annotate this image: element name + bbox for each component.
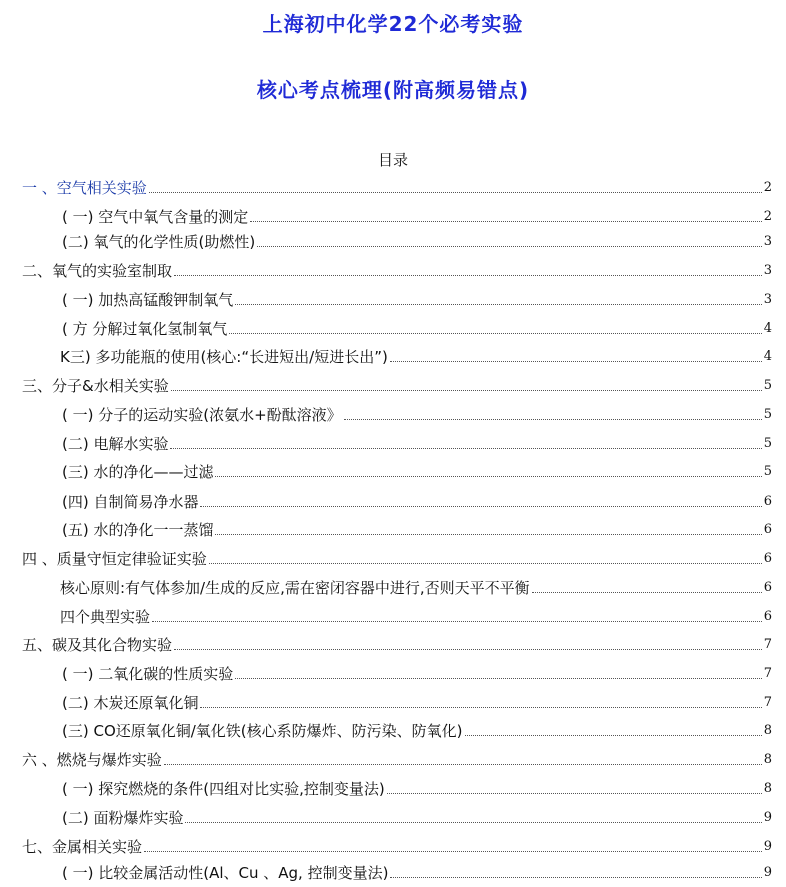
dot-leader: [170, 447, 761, 449]
toc-entry-label: ( 一) 加热高锰酸钾制氧气: [62, 291, 234, 309]
dot-leader: [532, 591, 762, 593]
dot-leader: [257, 245, 762, 247]
toc-entry-label: 四 、质量守恒定律验证实验: [22, 550, 207, 568]
toc-section-molecules-water[interactable]: [22, 373, 772, 395]
dot-leader: [171, 389, 762, 391]
dot-leader: [390, 876, 761, 878]
toc-page-number: 7: [763, 695, 772, 710]
toc-page-number: 4: [763, 321, 772, 336]
toc-entry-label: (五) 水的净化一一蒸馏: [62, 521, 214, 539]
dot-leader: [174, 648, 762, 650]
toc-page-number: 7: [763, 666, 772, 681]
dot-leader: [209, 562, 762, 564]
toc-entry-label: (三) 水的净化——过滤: [62, 463, 214, 481]
document-title-line-2: 核心考点梳理(附高频易错点): [256, 78, 530, 102]
toc-page-number: 3: [763, 234, 772, 249]
toc-sub-distillation[interactable]: [62, 517, 772, 539]
toc-sub-core-principle[interactable]: [60, 575, 772, 597]
toc-sub-co2-properties[interactable]: [62, 661, 772, 683]
dot-leader: [200, 706, 761, 708]
toc-page-number: 2: [763, 180, 772, 195]
dot-leader: [185, 821, 761, 823]
dot-leader: [200, 505, 761, 507]
toc-sub-water-purifier[interactable]: [62, 489, 772, 511]
toc-page-number: 5: [763, 464, 772, 479]
toc-sub-molecule-motion[interactable]: [62, 402, 772, 424]
toc-entry-label: (四) 自制简易净水器: [62, 493, 199, 511]
dot-leader: [174, 274, 762, 276]
toc-entry-label: ( 一) 空气中氧气含量的测定: [62, 208, 249, 226]
dot-leader: [390, 360, 762, 362]
dot-leader: [215, 533, 761, 535]
toc-sub-kmno4[interactable]: [62, 287, 772, 309]
toc-sub-flour-explosion[interactable]: [62, 805, 772, 827]
toc-page-number: 8: [763, 781, 772, 796]
toc-page-number: 6: [763, 551, 772, 566]
toc-sub-multi-bottle[interactable]: [60, 344, 772, 366]
toc-page-number: 9: [763, 865, 772, 880]
toc-entry-label: 二、氧气的实验室制取: [22, 262, 173, 280]
toc-entry-label: 三、分子&水相关实验: [22, 377, 169, 395]
toc-page-number: 3: [763, 263, 772, 278]
dot-leader: [235, 303, 761, 305]
toc-entry-label: (二) 电解水实验: [62, 435, 169, 453]
toc-entry-label: 一 、空气相关实验: [22, 179, 147, 197]
toc-sub-combustion-conditions[interactable]: [62, 776, 772, 798]
toc-sub-h2o2[interactable]: [62, 316, 772, 338]
toc-page-number: 8: [763, 752, 772, 767]
toc-section-air[interactable]: [22, 175, 772, 197]
toc-entry-label: (二) 面粉爆炸实验: [62, 809, 184, 827]
toc-section-combustion[interactable]: [22, 747, 772, 769]
toc-entry-label: K三) 多功能瓶的使用(核心:“长进短出/短进长出”): [60, 348, 388, 366]
dot-leader: [465, 734, 762, 736]
toc-section-mass-conservation[interactable]: [22, 546, 772, 568]
toc-page-number: 4: [763, 349, 772, 364]
dot-leader: [344, 418, 762, 420]
toc-heading: 目录: [377, 151, 408, 169]
toc-page-number: 2: [763, 209, 772, 224]
toc-entry-label: 核心原则:有气体参加/生成的反应,需在密闭容器中进行,否则天平不平衡: [60, 579, 530, 597]
toc-sub-metal-activity[interactable]: [62, 860, 772, 882]
toc-sub-filtration[interactable]: [62, 459, 772, 481]
toc-entry-label: ( 一) 分子的运动实验(浓氨水+酚酞溶液》: [62, 406, 342, 424]
toc-page-number: 6: [763, 494, 772, 509]
toc-entry-label: ( 方 分解过氧化氢制氧气: [62, 320, 228, 338]
dot-leader: [164, 763, 762, 765]
toc-page-number: 5: [763, 407, 772, 422]
dot-leader: [235, 677, 761, 679]
toc-entry-label: (二) 木炭还原氧化铜: [62, 694, 199, 712]
toc-sub-oxygen-content[interactable]: [62, 204, 772, 226]
toc-page-number: 6: [763, 522, 772, 537]
toc-entry-label: 四个典型实验: [60, 608, 151, 626]
toc-page-number: 3: [763, 292, 772, 307]
toc-entry-label: 六 、燃烧与爆炸实验: [22, 751, 162, 769]
toc-section-metals[interactable]: [22, 834, 772, 856]
toc-section-carbon[interactable]: [22, 632, 772, 654]
toc-entry-label: ( 一) 二氧化碳的性质实验: [62, 665, 234, 683]
dot-leader: [250, 220, 761, 222]
dot-leader: [149, 191, 762, 193]
toc-page-number: 5: [763, 378, 772, 393]
toc-sub-electrolysis[interactable]: [62, 431, 772, 453]
dot-leader: [152, 620, 762, 622]
toc-section-oxygen-prep[interactable]: [22, 258, 772, 280]
toc-sub-oxygen-properties[interactable]: [62, 229, 772, 251]
document-title-line-1: 上海初中化学22个必考实验: [262, 12, 524, 36]
toc-sub-four-experiments[interactable]: [60, 604, 772, 626]
toc-page-number: 6: [763, 609, 772, 624]
dot-leader: [215, 475, 761, 477]
toc-sub-co-reduction[interactable]: [62, 718, 772, 740]
toc-entry-label: 七、金属相关实验: [22, 838, 143, 856]
toc-entry-label: (三) CO还原氧化铜/氧化铁(核心系防爆炸、防污染、防氧化): [62, 722, 463, 740]
dot-leader: [387, 792, 762, 794]
toc-entry-label: ( 一) 比较金属活动性(Al、Cu 、Ag, 控制变量法): [62, 864, 389, 882]
toc-page-number: 5: [763, 436, 772, 451]
toc-entry-label: ( 一) 探究燃烧的条件(四组对比实验,控制变量法): [62, 780, 385, 798]
toc-page-number: 6: [763, 580, 772, 595]
dot-leader: [144, 850, 762, 852]
toc-page-number: 8: [763, 723, 772, 738]
toc-page-number: 9: [763, 839, 772, 854]
toc-sub-carbon-reduction[interactable]: [62, 690, 772, 712]
toc-page-number: 7: [763, 637, 772, 652]
toc-entry-label: 五、碳及其化合物实验: [22, 636, 173, 654]
toc-page-number: 9: [763, 810, 772, 825]
toc-entry-label: (二) 氧气的化学性质(助燃性): [62, 233, 256, 251]
dot-leader: [229, 332, 761, 334]
